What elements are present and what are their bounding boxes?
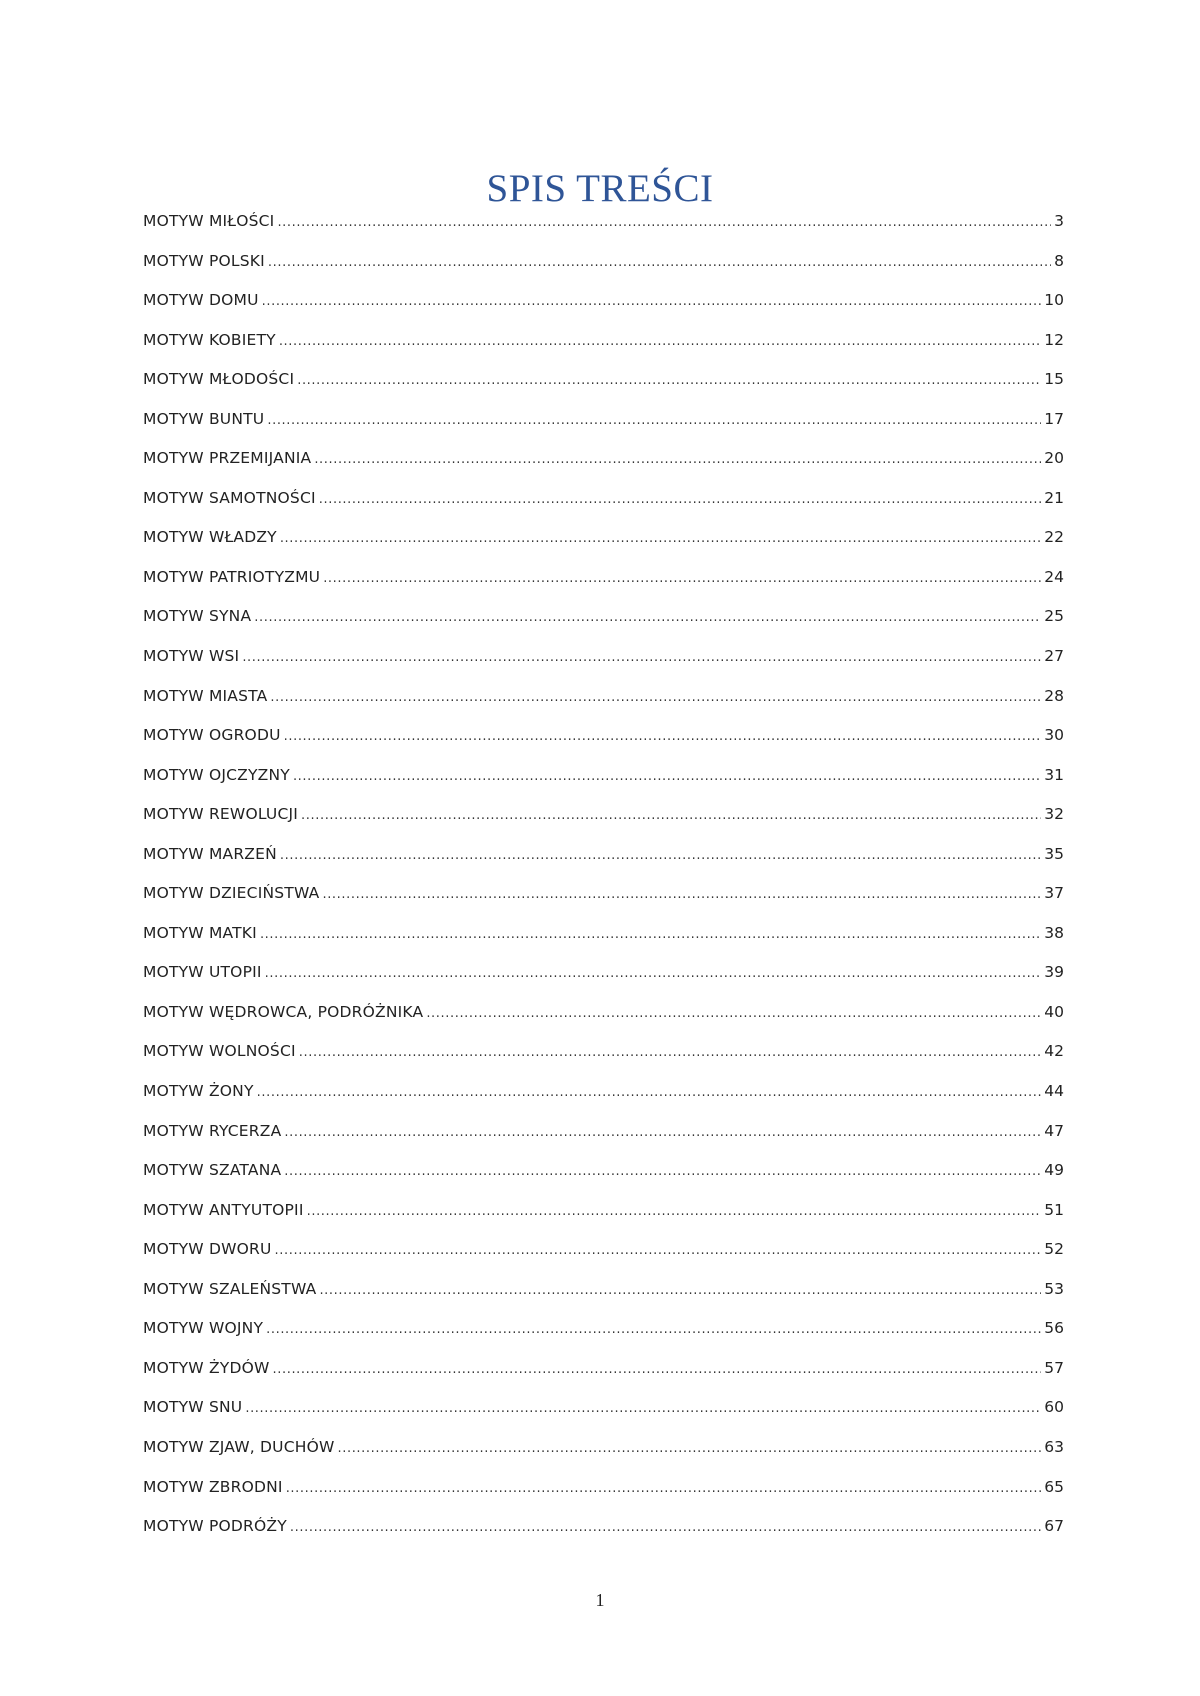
toc-entry-page: 8 [1054, 251, 1064, 270]
toc-entry-label: MOTYW PRZEMIJANIA [143, 449, 312, 468]
toc-entry-page: 39 [1044, 963, 1064, 982]
toc-entry-label: MOTYW ZBRODNI [143, 1477, 283, 1496]
toc-dot-leader [307, 1204, 1042, 1219]
toc-dot-leader [319, 1283, 1041, 1298]
toc-entry-label: MOTYW ZJAW, DUCHÓW [143, 1437, 335, 1456]
toc-entry-page: 35 [1044, 844, 1064, 863]
toc-entry[interactable] [143, 924, 1064, 964]
toc-dot-leader [284, 1164, 1041, 1179]
toc-entry-label: MOTYW PODRÓŻY [143, 1517, 287, 1536]
toc-entry[interactable] [143, 449, 1064, 489]
toc-entry-label: MOTYW DZIECIŃSTWA [143, 884, 320, 903]
toc-dot-leader [257, 1085, 1042, 1100]
toc-entry-label: MOTYW MŁODOŚCI [143, 370, 295, 389]
table-of-contents [143, 212, 1064, 1557]
toc-entry[interactable] [143, 1517, 1064, 1557]
toc-entry-label: MOTYW ŻONY [143, 1082, 254, 1101]
toc-entry[interactable] [143, 1003, 1064, 1043]
toc-entry[interactable] [143, 805, 1064, 845]
toc-entry[interactable] [143, 1478, 1064, 1518]
toc-entry-label: MOTYW DWORU [143, 1240, 272, 1259]
toc-dot-leader [265, 966, 1042, 981]
toc-entry-page: 63 [1044, 1437, 1064, 1456]
toc-dot-leader [286, 1481, 1042, 1496]
toc-entry-label: MOTYW KOBIETY [143, 330, 276, 349]
toc-dot-leader [267, 413, 1041, 428]
toc-dot-leader [275, 1243, 1042, 1258]
toc-dot-leader [426, 1006, 1041, 1021]
toc-entry-label: MOTYW WĘDROWCA, PODRÓŻNIKA [143, 1002, 424, 1021]
toc-dot-leader [284, 1125, 1041, 1140]
toc-dot-leader [338, 1441, 1042, 1456]
page-number: 1 [595, 1590, 605, 1610]
toc-entry-page: 10 [1044, 291, 1064, 310]
toc-entry[interactable] [143, 845, 1064, 885]
toc-entry[interactable] [143, 607, 1064, 647]
toc-entry-page: 67 [1044, 1517, 1064, 1536]
toc-entry[interactable] [143, 1438, 1064, 1478]
toc-entry[interactable] [143, 963, 1064, 1003]
toc-entry[interactable] [143, 410, 1064, 450]
toc-entry-label: MOTYW WŁADZY [143, 528, 277, 547]
toc-entry-page: 47 [1044, 1121, 1064, 1140]
toc-entry-label: MOTYW REWOLUCJI [143, 805, 299, 824]
toc-entry-page: 42 [1044, 1042, 1064, 1061]
toc-entry[interactable] [143, 568, 1064, 608]
toc-entry-page: 44 [1044, 1082, 1064, 1101]
toc-entry[interactable] [143, 1319, 1064, 1359]
toc-entry[interactable] [143, 252, 1064, 292]
toc-entry-label: MOTYW SAMOTNOŚCI [143, 488, 316, 507]
toc-entry-page: 17 [1044, 409, 1064, 428]
page-title: SPIS TREŚCI [486, 167, 714, 210]
toc-entry-label: MOTYW SZALEŃSTWA [143, 1279, 317, 1298]
toc-dot-leader [280, 848, 1041, 863]
toc-entry-page: 49 [1044, 1161, 1064, 1180]
toc-entry-page: 57 [1044, 1358, 1064, 1377]
toc-entry-page: 25 [1044, 607, 1064, 626]
toc-entry-label: MOTYW BUNTU [143, 409, 265, 428]
toc-entry[interactable] [143, 1122, 1064, 1162]
toc-entry[interactable] [143, 1042, 1064, 1082]
toc-dot-leader [268, 255, 1051, 270]
toc-dot-leader [270, 690, 1041, 705]
toc-entry-label: MOTYW RYCERZA [143, 1121, 282, 1140]
toc-entry-label: MOTYW POLSKI [143, 251, 265, 270]
toc-entry[interactable] [143, 647, 1064, 687]
toc-entry-label: MOTYW SNU [143, 1398, 243, 1417]
toc-entry-page: 40 [1044, 1002, 1064, 1021]
toc-entry[interactable] [143, 1280, 1064, 1320]
toc-entry[interactable] [143, 489, 1064, 529]
toc-entry-label: MOTYW WOJNY [143, 1319, 264, 1338]
toc-entry-label: MOTYW MIASTA [143, 686, 268, 705]
toc-dot-leader [314, 452, 1041, 467]
toc-entry[interactable] [143, 687, 1064, 727]
toc-entry-label: MOTYW PATRIOTYZMU [143, 567, 321, 586]
toc-dot-leader [245, 1401, 1041, 1416]
toc-entry-page: 3 [1054, 212, 1064, 230]
toc-entry-page: 56 [1044, 1319, 1064, 1338]
toc-entry-label: MOTYW MARZEŃ [143, 844, 277, 863]
toc-entry-page: 38 [1044, 923, 1064, 942]
toc-dot-leader [254, 610, 1041, 625]
toc-entry-page: 30 [1044, 726, 1064, 745]
toc-dot-leader [322, 887, 1041, 902]
toc-entry-page: 27 [1044, 647, 1064, 666]
toc-entry-page: 53 [1044, 1279, 1064, 1298]
toc-entry-label: MOTYW MIŁOŚCI [143, 212, 275, 230]
toc-entry[interactable] [143, 1161, 1064, 1201]
toc-entry-label: MOTYW ŻYDÓW [143, 1358, 270, 1377]
toc-entry-page: 24 [1044, 567, 1064, 586]
toc-entry-label: MOTYW WSI [143, 647, 240, 666]
toc-entry-page: 12 [1044, 330, 1064, 349]
toc-dot-leader [280, 531, 1041, 546]
toc-entry-page: 22 [1044, 528, 1064, 547]
toc-entry-page: 60 [1044, 1398, 1064, 1417]
toc-dot-leader [284, 729, 1042, 744]
toc-dot-leader [260, 927, 1041, 942]
toc-entry-page: 20 [1044, 449, 1064, 468]
toc-entry[interactable] [143, 884, 1064, 924]
toc-entry-label: MOTYW ANTYUTOPII [143, 1200, 304, 1219]
toc-entry-page: 51 [1044, 1200, 1064, 1219]
toc-entry[interactable] [143, 726, 1064, 766]
toc-entry[interactable] [143, 1398, 1064, 1438]
toc-entry[interactable] [143, 528, 1064, 568]
toc-entry-label: MOTYW OGRODU [143, 726, 281, 745]
toc-entry[interactable] [143, 1201, 1064, 1241]
toc-dot-leader [290, 1520, 1041, 1535]
toc-dot-leader [266, 1322, 1041, 1337]
toc-dot-leader [323, 571, 1041, 586]
toc-entry-page: 37 [1044, 884, 1064, 903]
toc-entry-page: 28 [1044, 686, 1064, 705]
toc-entry[interactable] [143, 1240, 1064, 1280]
toc-dot-leader [242, 650, 1041, 665]
toc-entry-label: MOTYW MATKI [143, 923, 257, 942]
toc-entry-label: MOTYW SYNA [143, 607, 252, 626]
toc-entry-label: MOTYW WOLNOŚCI [143, 1042, 296, 1061]
toc-dot-leader [293, 769, 1041, 784]
toc-entry[interactable] [143, 291, 1064, 331]
toc-dot-leader [319, 492, 1042, 507]
toc-dot-leader [297, 373, 1041, 388]
toc-entry-page: 15 [1044, 370, 1064, 389]
toc-entry[interactable] [143, 1082, 1064, 1122]
toc-entry[interactable] [143, 331, 1064, 371]
toc-entry[interactable] [143, 1359, 1064, 1399]
toc-entry-page: 32 [1044, 805, 1064, 824]
toc-entry-label: MOTYW OJCZYZNY [143, 765, 290, 784]
toc-entry-label: MOTYW DOMU [143, 291, 259, 310]
toc-entry-label: MOTYW SZATANA [143, 1161, 282, 1180]
toc-dot-leader [277, 215, 1051, 230]
toc-dot-leader [279, 334, 1041, 349]
toc-entry-page: 52 [1044, 1240, 1064, 1259]
toc-entry[interactable] [143, 370, 1064, 410]
toc-entry[interactable] [143, 766, 1064, 806]
toc-entry-label: MOTYW UTOPII [143, 963, 262, 982]
toc-entry[interactable] [143, 212, 1064, 252]
toc-dot-leader [262, 294, 1042, 309]
toc-dot-leader [273, 1362, 1042, 1377]
toc-entry-page: 21 [1044, 488, 1064, 507]
toc-dot-leader [301, 808, 1041, 823]
toc-dot-leader [299, 1045, 1042, 1060]
toc-entry-page: 65 [1044, 1477, 1064, 1496]
toc-entry-page: 31 [1044, 765, 1064, 784]
